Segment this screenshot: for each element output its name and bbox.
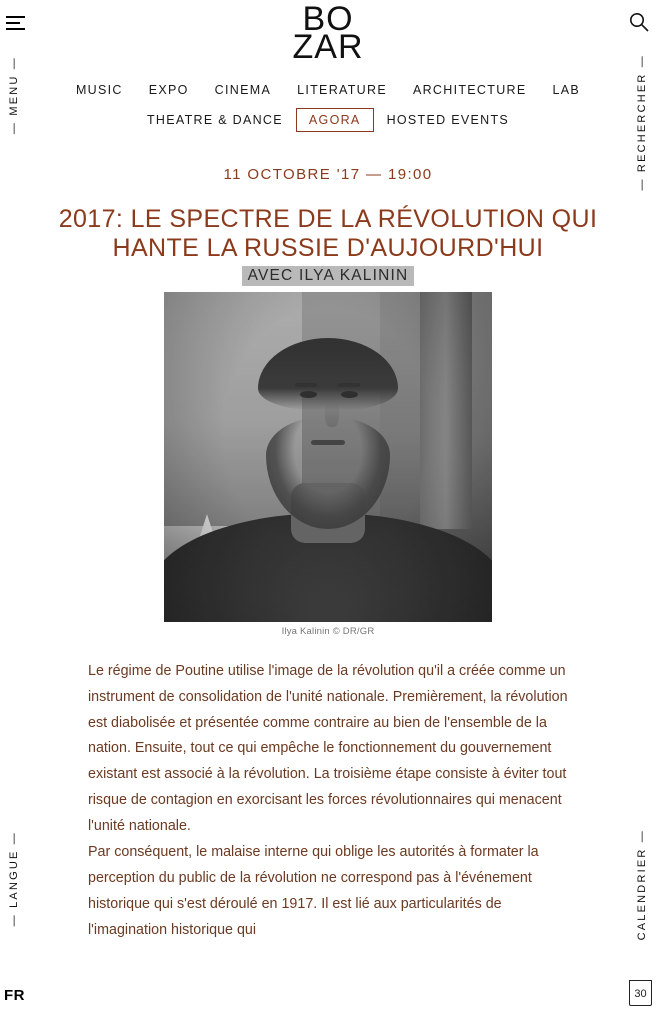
search-icon[interactable] bbox=[629, 12, 649, 32]
description-paragraph-1: Le régime de Poutine utilise l'image de la révolution qu'il a créée comme un instrument de consolidation de l'unité nationale. Premièrement, la révolution est diabolisée et présentée comme contraire au bien de l'ensemble de la nation. Ensuite, tout ce qui empêche le fonctionnement du gouvernement existant est associé à la révolution. La troisième étape consiste à éviter tout risque de contagion en exorcisant les forces révolutionnaires qui menacent l'unité nationale. bbox=[88, 662, 568, 834]
logo-line-2: ZAR bbox=[292, 27, 364, 66]
nav-item-architecture[interactable]: ARCHITECTURE bbox=[412, 82, 527, 97]
nav-item-expo[interactable]: EXPO bbox=[148, 82, 189, 97]
nav-item-literature[interactable]: LITERATURE bbox=[297, 82, 387, 97]
hamburger-icon[interactable] bbox=[6, 16, 25, 34]
nav-item-music[interactable]: MUSIC bbox=[75, 82, 123, 97]
menu-label[interactable]: — MENU — bbox=[8, 56, 20, 135]
language-code[interactable]: FR bbox=[4, 987, 25, 1004]
hamburger-bar bbox=[6, 28, 25, 30]
main-navigation bbox=[30, 78, 626, 132]
hamburger-bar bbox=[6, 22, 20, 24]
hamburger-bar bbox=[6, 16, 25, 18]
description-paragraph-2: Par conséquent, le malaise interne qui oblige les autorités à formater la perception du public de la révolution ne correspond pas à l'événement historique qui s'est déroulé en 1917. Il est lié aux particularités de l'imagination historique qui bbox=[88, 843, 539, 938]
right-rail bbox=[626, 0, 656, 1018]
event-description bbox=[88, 659, 570, 944]
nav-item-lab[interactable]: LAB bbox=[552, 82, 581, 97]
logo-line-1: BO bbox=[302, 0, 354, 38]
search-label[interactable]: — RECHERCHER — bbox=[636, 54, 648, 191]
site-logo[interactable] bbox=[30, 0, 626, 66]
nav-item-theatre-dance[interactable]: THEATRE & DANCE bbox=[146, 112, 283, 127]
nav-item-agora[interactable]: AGORA bbox=[296, 108, 374, 132]
calendar-icon[interactable]: 30 bbox=[629, 980, 652, 1006]
page-title: 2017: LE SPECTRE DE LA RÉVOLUTION QUI HANTE LA RUSSIE D'AUJOURD'HUI bbox=[58, 204, 598, 263]
nav-item-cinema[interactable]: CINEMA bbox=[214, 82, 272, 97]
nav-row-secondary bbox=[30, 108, 626, 132]
page-content bbox=[30, 0, 626, 1018]
language-label[interactable]: — LANGUE — bbox=[8, 830, 20, 926]
event-subtitle: AVEC ILYA KALININ bbox=[242, 266, 415, 286]
image-caption: Ilya Kalinin © DR/GR bbox=[281, 625, 375, 637]
event-photo bbox=[164, 292, 492, 622]
event-figure bbox=[164, 292, 492, 637]
event-date: 11 OCTOBRE '17 — 19:00 bbox=[223, 165, 433, 183]
nav-item-hosted-events[interactable]: HOSTED EVENTS bbox=[386, 112, 510, 127]
nav-row-primary bbox=[30, 78, 626, 102]
calendar-label[interactable]: CALENDRIER — bbox=[636, 828, 648, 940]
left-rail bbox=[0, 0, 30, 1018]
